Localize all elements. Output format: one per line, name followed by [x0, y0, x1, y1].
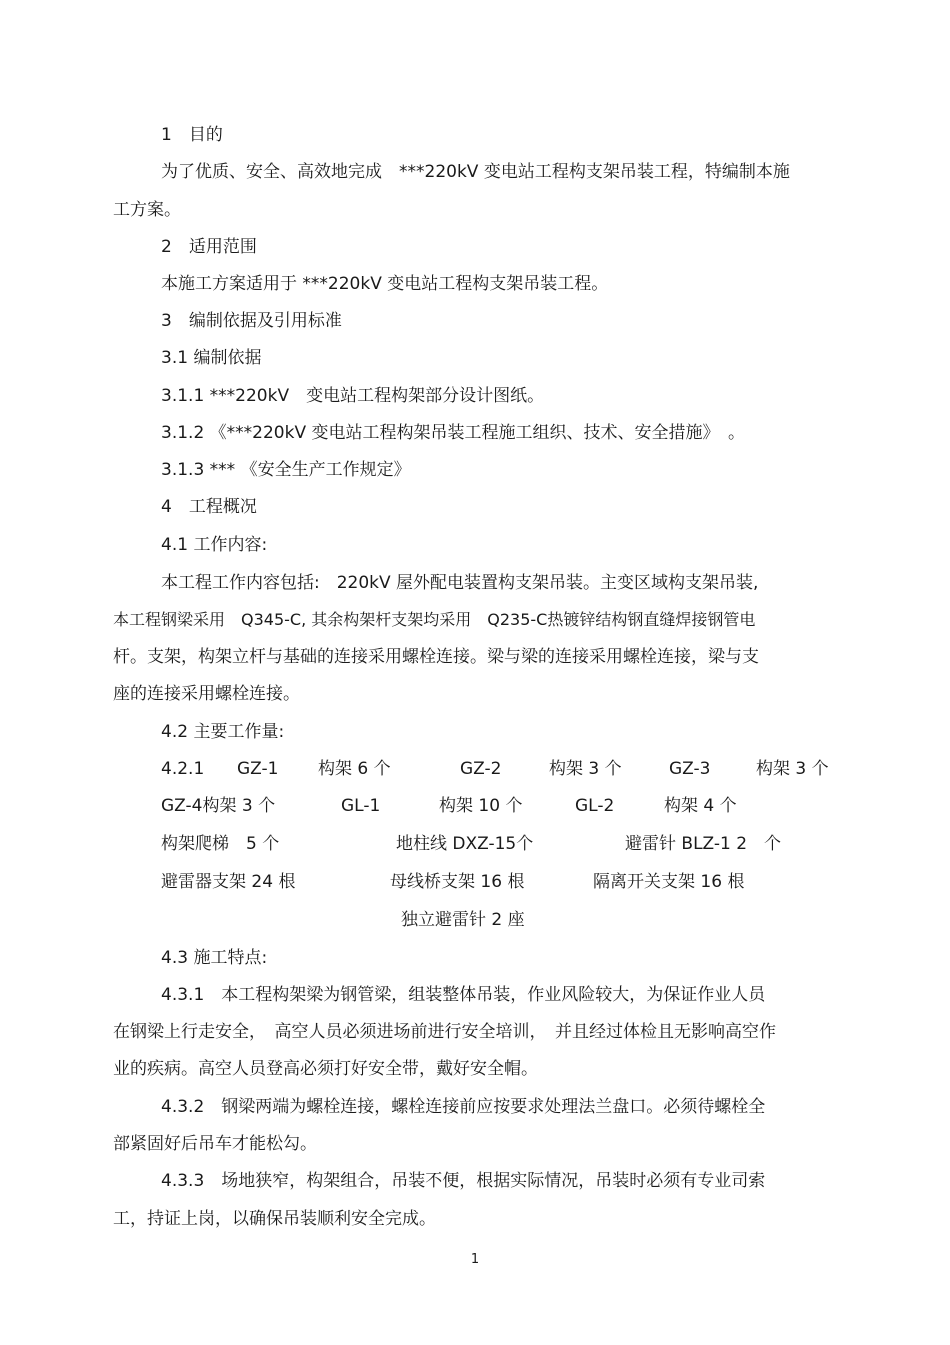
workload-cell: 构架 6 个 [318, 759, 391, 779]
heading-scope: 2 适用范围 [161, 237, 257, 257]
list-item: 3.1.1 ***220kV 变电站工程构架部分设计图纸。 [161, 386, 545, 406]
heading-purpose: 1 目的 [161, 125, 223, 145]
paragraph-line: 工，持证上岗，以确保吊装顺利安全完成。 [113, 1209, 436, 1229]
paragraph-line: 业的疾病。高空人员登高必须打好安全带，戴好安全帽。 [113, 1059, 538, 1079]
workload-cell: 构架 4 个 [664, 796, 737, 816]
workload-cell: 独立避雷针 2 座 [401, 910, 525, 930]
workload-cell: 4.2.1 [161, 759, 205, 779]
workload-cell: 地柱线 DXZ-15个 [396, 834, 534, 854]
heading-overview: 4 工程概况 [161, 497, 257, 517]
workload-cell: 母线桥支架 16 根 [390, 872, 525, 892]
paragraph-line: 本施工方案适用于 ***220kV 变电站工程构支架吊装工程。 [161, 274, 609, 294]
paragraph-line: 为了优质、安全、高效地完成 ***220kV 变电站工程构支架吊装工程，特编制本施 [161, 162, 790, 182]
paragraph-line: 4.3.3 场地狭窄，构架组合，吊装不便，根据实际情况，吊装时必须有专业司索 [161, 1171, 766, 1191]
workload-cell: 构架 3 个 [549, 759, 622, 779]
paragraph-line: 在钢梁上行走安全， 高空人员必须进场前进行安全培训， 并且经过体检且无影响高空作 [113, 1022, 776, 1042]
workload-cell: 隔离开关支架 16 根 [593, 872, 745, 892]
workload-cell: 构架 10 个 [439, 796, 523, 816]
paragraph-line: 本工程工作内容包括: 220kV 屋外配电装置构支架吊装。主变区域构支架吊装, [161, 573, 759, 593]
workload-cell: 避雷器支架 24 根 [161, 872, 296, 892]
paragraph-line: 工方案。 [113, 200, 181, 220]
paragraph-line: 4.3.1 本工程构架梁为钢管梁，组装整体吊装，作业风险较大，为保证作业人员 [161, 985, 766, 1005]
workload-cell: GZ-4构架 3 个 [161, 796, 276, 816]
list-item: 3.1.3 *** 《安全生产工作规定》 [161, 460, 411, 480]
paragraph-line: 部紧固好后吊车才能松勾。 [113, 1134, 317, 1154]
subheading: 4.3 施工特点: [161, 948, 268, 968]
heading-basis: 3 编制依据及引用标准 [161, 311, 342, 331]
subheading: 4.1 工作内容: [161, 535, 268, 555]
paragraph-line: 杆。支架，构架立杆与基础的连接采用螺栓连接。梁与梁的连接采用螺栓连接，梁与支 [113, 647, 759, 667]
paragraph-line: 4.3.2 钢梁两端为螺栓连接，螺栓连接前应按要求处理法兰盘口。必须待螺栓全 [161, 1097, 766, 1117]
workload-cell: GL-1 [341, 796, 381, 816]
page-number: 1 [470, 1252, 480, 1267]
workload-cell: GL-2 [575, 796, 615, 816]
workload-cell: 构架爬梯 5 个 [161, 834, 280, 854]
workload-cell: 避雷针 BLZ-1 2 个 [625, 834, 782, 854]
workload-cell: 构架 3 个 [756, 759, 829, 779]
workload-cell: GZ-2 [460, 759, 502, 779]
workload-cell: GZ-1 [237, 759, 279, 779]
paragraph-line: 本工程钢梁采用 Q345-C, 其余构架杆支架均采用 Q235-C热镀锌结构钢直缝焊接钢管电 [113, 610, 756, 629]
paragraph-line: 座的连接采用螺栓连接。 [113, 684, 300, 704]
subheading: 4.2 主要工作量: [161, 722, 285, 742]
subheading: 3.1 编制依据 [161, 348, 262, 368]
workload-cell: GZ-3 [669, 759, 711, 779]
list-item: 3.1.2 《***220kV 变电站工程构架吊装工程施工组织、技术、安全措施》 。 [161, 423, 745, 443]
